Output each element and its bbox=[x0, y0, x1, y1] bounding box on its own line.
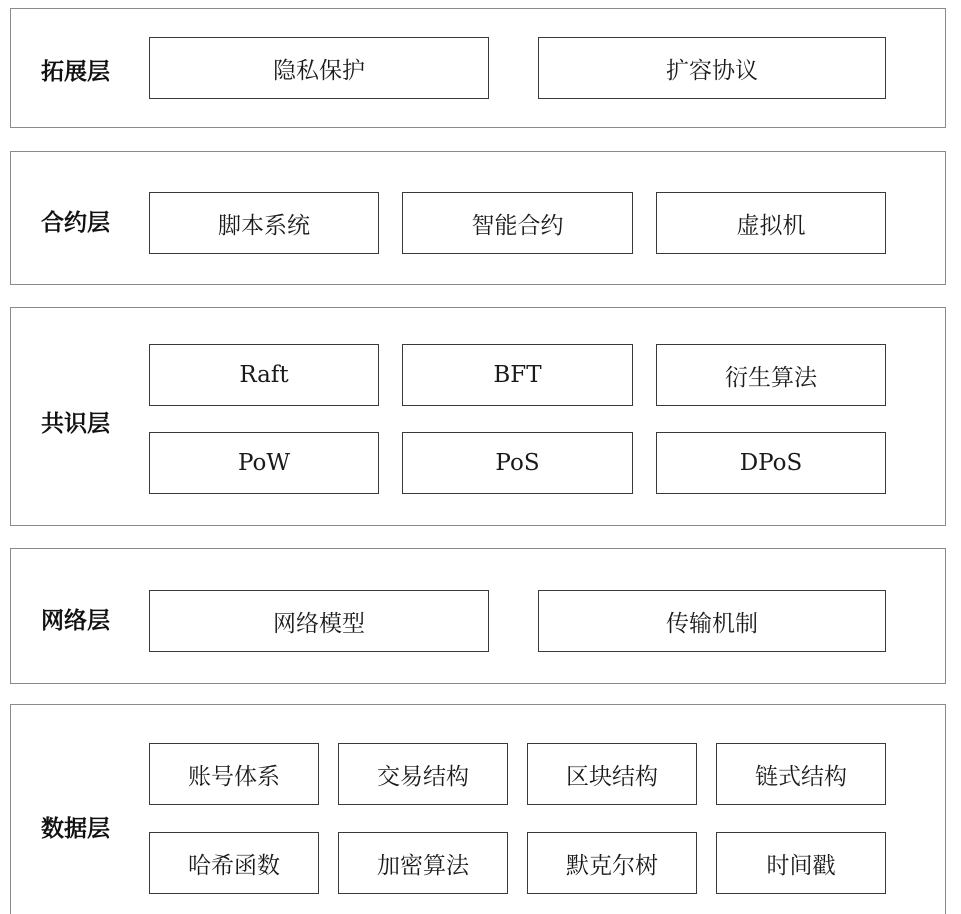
consensus-layer bbox=[10, 307, 946, 526]
smart-contract-box: 智能合约 bbox=[402, 192, 633, 254]
network-model-box: 网络模型 bbox=[149, 590, 489, 652]
scaling-protocol-box: 扩容协议 bbox=[538, 37, 886, 99]
pow-box: PoW bbox=[149, 432, 379, 494]
bft-box: BFT bbox=[402, 344, 633, 406]
merkle-tree-box: 默克尔树 bbox=[527, 832, 697, 894]
extension-layer-label: 拓展层 bbox=[41, 59, 110, 85]
data-layer-label: 数据层 bbox=[41, 816, 110, 842]
encryption-algorithm-box: 加密算法 bbox=[338, 832, 508, 894]
derived-algorithm-box: 衍生算法 bbox=[656, 344, 886, 406]
pos-box: PoS bbox=[402, 432, 633, 494]
consensus-layer-label: 共识层 bbox=[41, 411, 110, 437]
contract-layer-label: 合约层 bbox=[41, 210, 110, 236]
extension-layer bbox=[10, 8, 946, 128]
transaction-structure-box: 交易结构 bbox=[338, 743, 508, 805]
block-structure-box: 区块结构 bbox=[527, 743, 697, 805]
timestamp-box: 时间戳 bbox=[716, 832, 886, 894]
chain-structure-box: 链式结构 bbox=[716, 743, 886, 805]
data-layer bbox=[10, 704, 946, 914]
transport-mechanism-box: 传输机制 bbox=[538, 590, 886, 652]
raft-box: Raft bbox=[149, 344, 379, 406]
hash-function-box: 哈希函数 bbox=[149, 832, 319, 894]
contract-layer bbox=[10, 151, 946, 285]
network-layer-label: 网络层 bbox=[41, 608, 110, 634]
privacy-protection-box: 隐私保护 bbox=[149, 37, 489, 99]
account-system-box: 账号体系 bbox=[149, 743, 319, 805]
network-layer bbox=[10, 548, 946, 684]
script-system-box: 脚本系统 bbox=[149, 192, 379, 254]
virtual-machine-box: 虚拟机 bbox=[656, 192, 886, 254]
dpos-box: DPoS bbox=[656, 432, 886, 494]
